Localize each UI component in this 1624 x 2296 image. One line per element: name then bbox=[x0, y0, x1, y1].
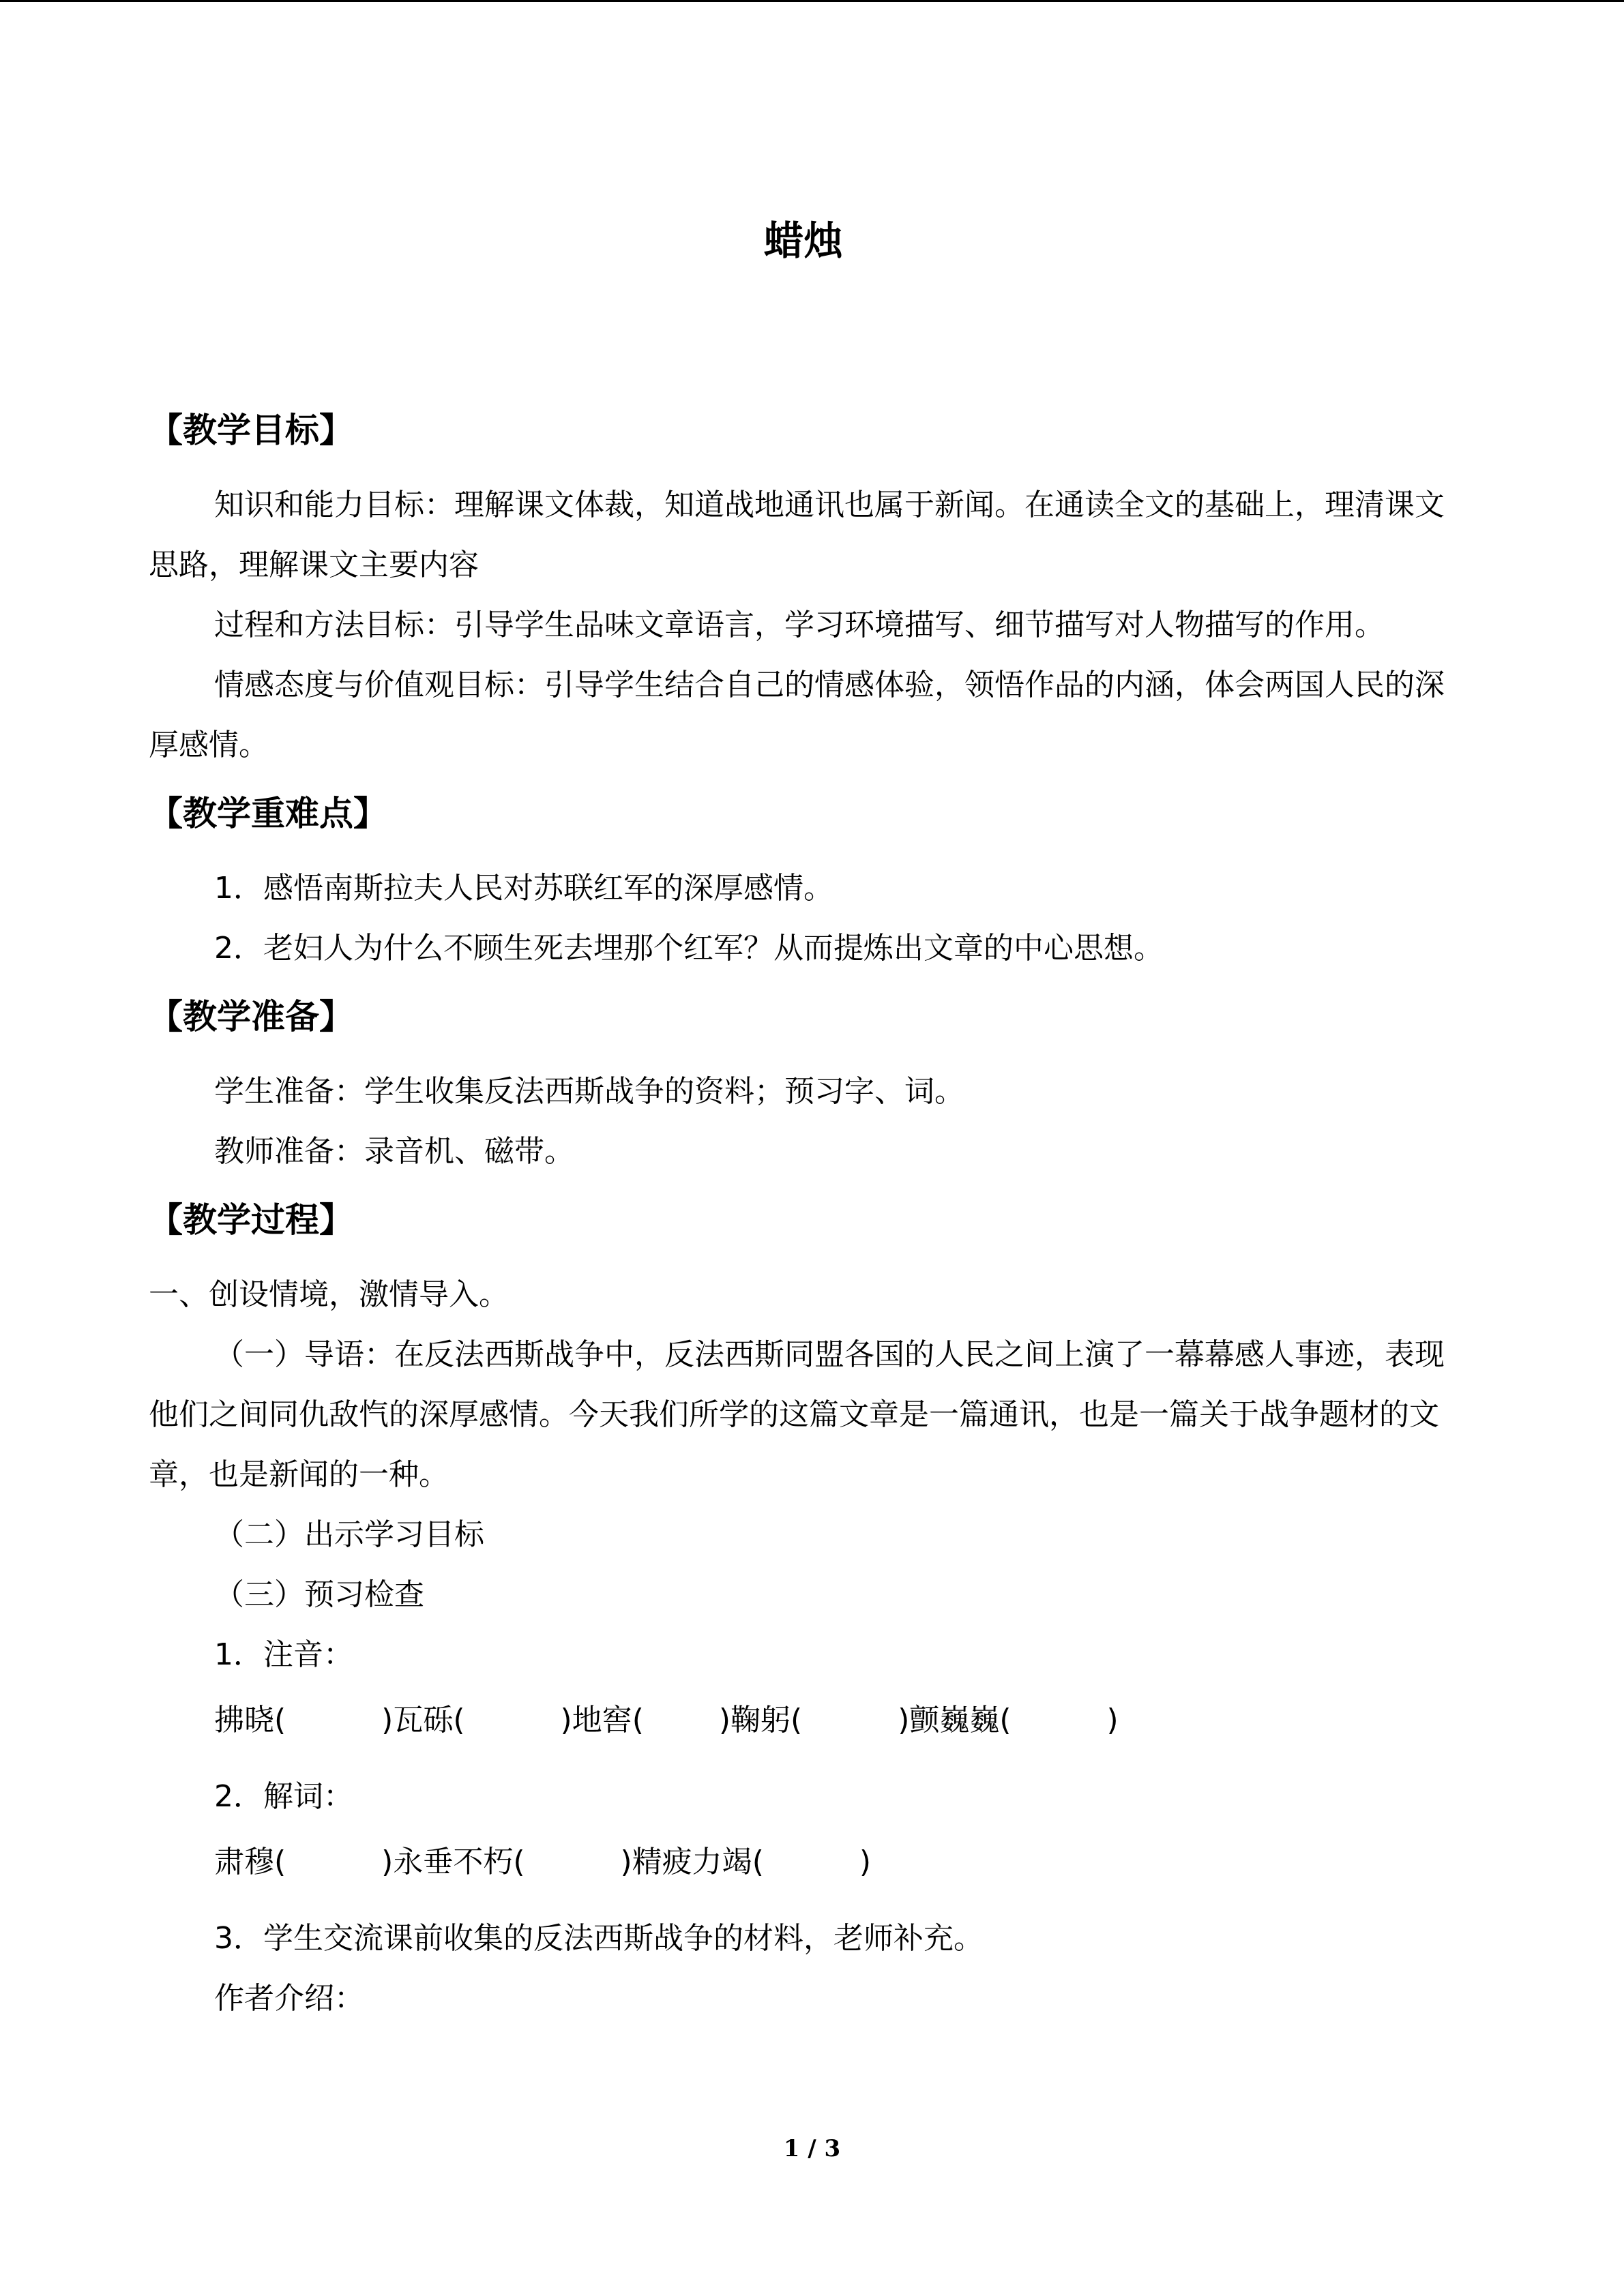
objective-process: 过程和方法目标：引导学生品味文章语言，学习环境描写、细节描写对人物描写的作用。 bbox=[214, 608, 1385, 642]
process-intro: （一）导语：在反法西斯战争中，反法西斯同盟各国的人民之间上演了一幕幕感人事迹，表现他们之间同仇敌忾的深厚感情。今天我们所学的这篇文章是一篇通讯，也是一篇关于战争题材的文章，也是新闻的一种。 bbox=[149, 1337, 1445, 1492]
heading-preparation: 【教学准备】 bbox=[149, 997, 353, 1037]
question-pinyin: 1．注音： bbox=[214, 1637, 353, 1672]
pinyin-word: 地窖( ) bbox=[572, 1703, 731, 1738]
pinyin-word: 颤巍巍( ) bbox=[909, 1703, 1119, 1738]
define-blanks bbox=[149, 1832, 1458, 1892]
pinyin-word: 拂晓( ) bbox=[214, 1703, 394, 1738]
define-word: 永垂不朽( ) bbox=[393, 1845, 632, 1879]
author-intro: 作者介绍： bbox=[214, 1981, 364, 2016]
pinyin-word: 瓦砾( ) bbox=[393, 1703, 572, 1738]
question-define: 2．解词： bbox=[214, 1779, 353, 1814]
heading-process: 【教学过程】 bbox=[149, 1200, 353, 1240]
prep-student: 学生准备：学生收集反法西斯战争的资料；预习字、词。 bbox=[214, 1074, 964, 1109]
key-point-2: 2．老妇人为什么不顾生死去埋那个红军？从而提炼出文章的中心思想。 bbox=[214, 931, 1164, 966]
page-number: 1 / 3 bbox=[783, 2135, 841, 2162]
process-sub-2: （二）出示学习目标 bbox=[214, 1517, 484, 1552]
question-materials: 3．学生交流课前收集的反法西斯战争的材料，老师补充。 bbox=[214, 1921, 984, 1956]
objective-emotion: 情感态度与价值观目标：引导学生结合自己的情感体验，领悟作品的内涵，体会两国人民的深厚感情。 bbox=[149, 668, 1445, 762]
pinyin-blanks bbox=[149, 1690, 1458, 1750]
pinyin-word: 鞠躬( ) bbox=[730, 1703, 910, 1738]
document-title: 蜡烛 bbox=[763, 218, 843, 264]
objective-knowledge: 知识和能力目标：理解课文体裁，知道战地通讯也属于新闻。在通读全文的基础上，理清课文思路，理解课文主要内容 bbox=[149, 488, 1445, 582]
key-point-1: 1．感悟南斯拉夫人民对苏联红军的深厚感情。 bbox=[214, 871, 833, 906]
heading-key-points: 【教学重难点】 bbox=[149, 794, 387, 833]
define-word: 精疲力竭( ) bbox=[632, 1845, 872, 1879]
define-word: 肃穆( ) bbox=[214, 1845, 394, 1879]
prep-teacher: 教师准备：录音机、磁带。 bbox=[214, 1134, 574, 1169]
process-step-1: 一、创设情境，激情导入。 bbox=[149, 1277, 509, 1312]
heading-objectives: 【教学目标】 bbox=[149, 411, 353, 450]
document-body bbox=[149, 213, 1458, 2029]
process-sub-3: （三）预习检查 bbox=[214, 1577, 424, 1612]
